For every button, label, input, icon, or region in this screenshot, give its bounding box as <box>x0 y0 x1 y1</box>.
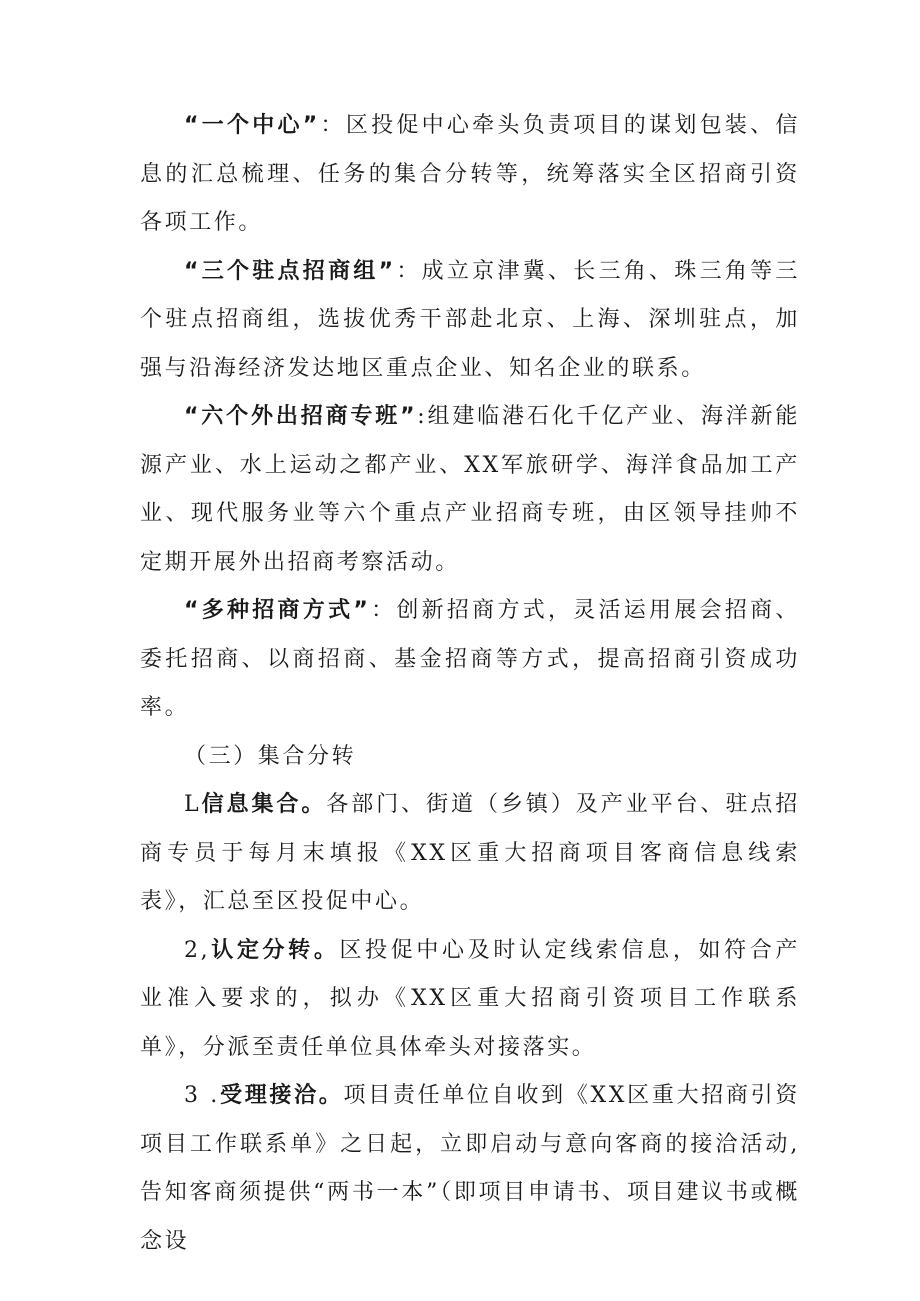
paragraph-body: ：成立京津冀、长三角、珠三角等三个驻点招商组，选拔优秀干部赴北京、上海、深圳驻点，加强与沿海经济发达地区重点企业、知名企业的联系。 <box>140 258 800 381</box>
item-confirm-transfer <box>140 927 800 1073</box>
item-lead: 认定分转。 <box>210 937 340 963</box>
item-body: 各部门、街道（乡镇）及产业平台、驻点招商专员于每月末填报《XX区重大招商项目客商信息线索表》，汇总至区投促中心。 <box>140 792 800 914</box>
paragraph-three-groups <box>140 248 800 394</box>
paragraph-six-teams <box>140 393 800 587</box>
paragraph-lead: “多种招商方式” <box>184 598 371 623</box>
item-lead: 受理接洽。 <box>219 1083 344 1108</box>
paragraph-body: ：区投促中心牵头负责项目的谋划包装、信息的汇总梳理、任务的集合分转等，统筹落实全区招商引资各项工作。 <box>140 113 800 235</box>
paragraph-body: :组建临港石化千亿产业、海洋新能源产业、水上运动之都产业、XX军旅研学、海洋食品加工产业、现代服务业等六个重点产业招商专班，由区领导挂帅不定期开展外出招商考察活动。 <box>140 404 801 575</box>
paragraph-one-center <box>140 102 800 248</box>
paragraph-multiple-methods <box>140 587 800 733</box>
item-info-collection <box>140 781 800 927</box>
paragraph-lead: “三个驻点招商组” <box>184 258 396 284</box>
item-accept-contact <box>140 1072 800 1266</box>
item-lead: 信息集合。 <box>201 792 327 817</box>
paragraph-body: ：创新招商方式，灵活运用展会招商、委托招商、以商招商、基金招商等方式，提高招商引资成功率。 <box>140 598 801 720</box>
item-number: 3 . <box>184 1083 220 1108</box>
item-number: 2, <box>184 937 211 963</box>
paragraph-lead: “一个中心” <box>184 113 320 138</box>
item-body: 项目责任单位自收到《XX区重大招商引资项目工作联系单》之日起，立即启动与意向客商的接洽活动,告知客商须提供“两书一本”（即项目申请书、项目建议书或概念设 <box>140 1083 800 1254</box>
item-body: 区投促中心及时认定线索信息，如符合产业准入要求的，拟办《XX区重大招商引资项目工作联系单》，分派至责任单位具体牵头对接落实。 <box>140 937 800 1060</box>
paragraph-lead: “六个外出招商专班” <box>184 404 418 429</box>
section-heading: （三）集合分转 <box>184 743 357 769</box>
document-page <box>140 102 800 1266</box>
item-number: L <box>184 792 202 817</box>
